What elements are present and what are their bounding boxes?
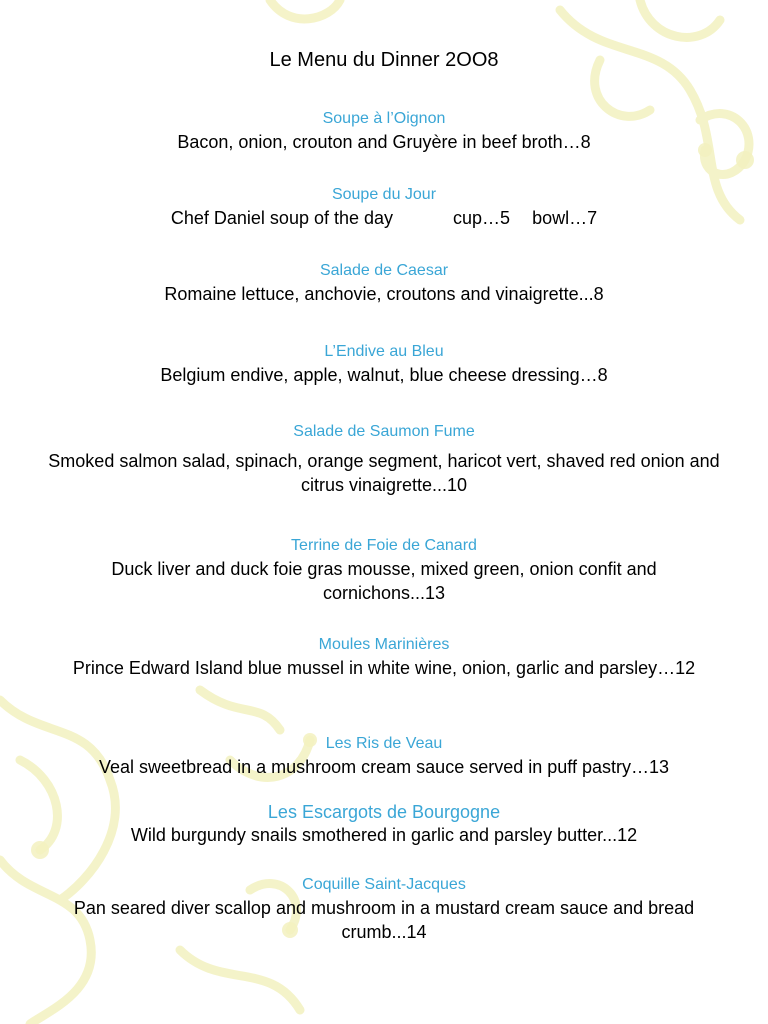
- item-name: Terrine de Foie de Canard: [291, 537, 477, 554]
- soup-description: Chef Daniel soup of the day: [170, 208, 394, 228]
- cup-price: cup…5: [453, 208, 511, 228]
- item-name: Coquille Saint-Jacques: [302, 876, 466, 893]
- item-name: Les Ris de Veau: [325, 735, 443, 752]
- menu-item: [0, 874, 768, 944]
- menu-item: [0, 634, 768, 680]
- item-name: Salade de Caesar: [319, 262, 449, 279]
- menu-item: [0, 184, 768, 230]
- menu-item: [0, 341, 768, 387]
- item-description: Smoked salmon salad, spinach, orange segment, haricot vert, shaved red onion and citrus vinaigrette...10: [48, 451, 720, 495]
- item-description: Pan seared diver scallop and mushroom in a mustard cream sauce and bread crumb...14: [73, 898, 695, 942]
- menu-item: [0, 733, 768, 779]
- bowl-price: bowl…7: [532, 208, 598, 228]
- menu-item: [0, 535, 768, 605]
- item-description: Belgium endive, apple, walnut, blue cheese dressing…8: [160, 365, 608, 385]
- item-description: Bacon, onion, crouton and Gruyère in beef broth…8: [177, 132, 591, 152]
- item-name: Moules Marinières: [318, 636, 450, 653]
- item-name: Les Escargots de Bourgogne: [267, 802, 501, 822]
- menu-item: [0, 801, 768, 847]
- item-description: Wild burgundy snails smothered in garlic and parsley butter...12: [130, 825, 638, 845]
- menu-title: Le Menu du Dinner 2OO8: [269, 49, 499, 71]
- item-name: Soupe du Jour: [331, 186, 437, 203]
- item-description: Romaine lettuce, anchovie, croutons and vinaigrette...8: [164, 284, 604, 304]
- menu-item: [0, 260, 768, 306]
- item-name: Soupe à l’Oignon: [322, 110, 446, 127]
- item-description: Duck liver and duck foie gras mousse, mixed green, onion confit and cornichons...13: [111, 559, 657, 603]
- item-description: Prince Edward Island blue mussel in white wine, onion, garlic and parsley…12: [72, 658, 696, 678]
- item-name: Salade de Saumon Fume: [293, 423, 475, 440]
- item-name: L’Endive au Bleu: [324, 343, 444, 360]
- item-description: [0, 206, 768, 230]
- item-description: Veal sweetbread in a mushroom cream sauce served in puff pastry…13: [99, 757, 669, 777]
- menu-item: [0, 108, 768, 154]
- menu-item: [0, 421, 768, 497]
